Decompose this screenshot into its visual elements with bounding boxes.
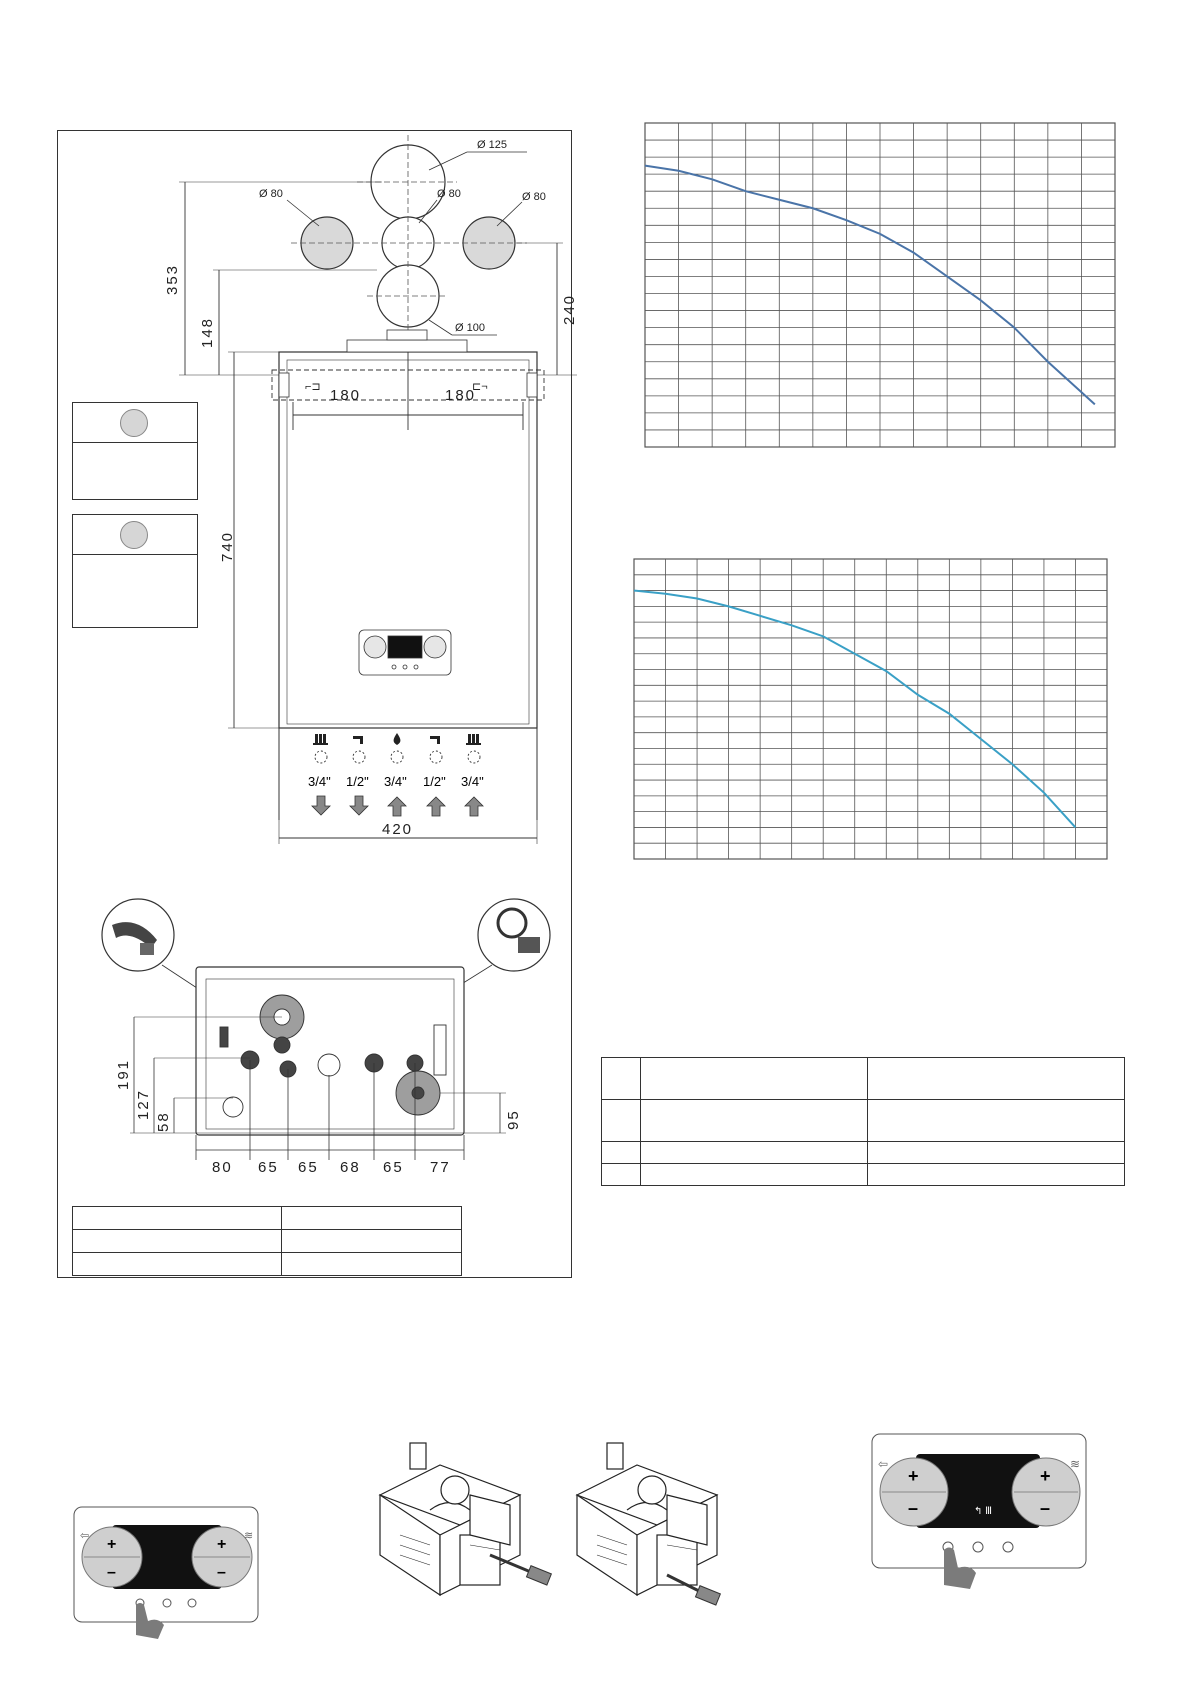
svg-text:⌐⊐: ⌐⊐ bbox=[305, 381, 321, 393]
minus-icon: – bbox=[107, 1564, 116, 1581]
back-icon: ⇦ bbox=[878, 1457, 889, 1471]
arrow-up-icon bbox=[388, 797, 406, 816]
minus-icon: – bbox=[908, 1498, 919, 1518]
minus-icon: – bbox=[1040, 1498, 1051, 1518]
arrow-up-icon bbox=[427, 797, 445, 816]
dim-740: 740 bbox=[219, 530, 236, 562]
connection-size-4: 1/2" bbox=[423, 774, 446, 789]
label-d80-center: Ø 80 bbox=[437, 188, 461, 200]
flame-icon bbox=[394, 733, 401, 745]
dim-180-right: 180 bbox=[445, 387, 477, 404]
dim-420: 420 bbox=[382, 821, 414, 838]
arrow-down-icon bbox=[350, 796, 368, 815]
heat-icon: ≋ bbox=[1070, 1457, 1081, 1471]
pump-curve-chart-1 bbox=[644, 122, 1116, 448]
dim-148: 148 bbox=[199, 316, 216, 348]
dim-95: 95 bbox=[505, 1109, 522, 1130]
plus-icon: + bbox=[107, 1536, 117, 1553]
heat-icon: ≋ bbox=[244, 1530, 254, 1542]
left-spec-table bbox=[72, 1206, 462, 1276]
arrow-up-icon bbox=[465, 797, 483, 816]
flow-arrows bbox=[312, 796, 483, 816]
dim-240: 240 bbox=[561, 293, 578, 325]
plus-icon: + bbox=[1040, 1466, 1051, 1486]
connection-size-1: 3/4" bbox=[308, 774, 331, 789]
minus-icon: – bbox=[217, 1564, 226, 1581]
back-icon: ⇦ bbox=[80, 1530, 90, 1542]
dim-bottom-65a: 65 bbox=[258, 1159, 279, 1176]
svg-text:⊏¬: ⊏¬ bbox=[472, 381, 488, 393]
label-d80-left: Ø 80 bbox=[259, 188, 283, 200]
legend-box-2 bbox=[72, 514, 198, 628]
connection-size-2: 1/2" bbox=[346, 774, 369, 789]
dim-bottom-68: 68 bbox=[340, 1159, 361, 1176]
pump-illustration-1 bbox=[360, 1435, 550, 1625]
boiler-dimension-drawing bbox=[57, 130, 578, 890]
dim-180-left: 180 bbox=[330, 387, 362, 404]
arrow-down-icon bbox=[312, 796, 330, 815]
pump-curve-chart-2 bbox=[633, 558, 1108, 860]
label-d100: Ø 100 bbox=[455, 322, 485, 334]
control-panel-large bbox=[870, 1432, 1092, 1592]
dim-191: 191 bbox=[115, 1058, 132, 1090]
legend-box-1 bbox=[72, 402, 198, 500]
chart-plot-area bbox=[634, 559, 1107, 859]
connection-size-3: 3/4" bbox=[384, 774, 407, 789]
right-spec-table bbox=[601, 1057, 1125, 1186]
dim-bottom-65b: 65 bbox=[298, 1159, 319, 1176]
label-d80-right: Ø 80 bbox=[522, 191, 546, 203]
connection-size-5: 3/4" bbox=[461, 774, 484, 789]
boiler-control-panel bbox=[359, 630, 451, 675]
tap-icon bbox=[353, 736, 363, 744]
radiator-icon bbox=[313, 734, 328, 745]
label-d125: Ø 125 bbox=[477, 139, 507, 151]
radiator-icon bbox=[466, 734, 481, 745]
gray-circle-icon bbox=[120, 521, 148, 549]
dim-bottom-77: 77 bbox=[430, 1159, 451, 1176]
plus-icon: + bbox=[908, 1466, 919, 1486]
plus-icon: + bbox=[217, 1536, 227, 1553]
dim-bottom-80: 80 bbox=[212, 1159, 233, 1176]
boiler-bottom-view bbox=[100, 895, 570, 1195]
dim-353: 353 bbox=[164, 263, 181, 295]
dim-bottom-65c: 65 bbox=[383, 1159, 404, 1176]
dim-127: 127 bbox=[135, 1088, 152, 1120]
gray-circle-icon bbox=[120, 409, 148, 437]
connection-symbols bbox=[315, 751, 480, 763]
display-radiator-icon: ↰ Ⅲ bbox=[974, 1506, 993, 1517]
control-panel-small bbox=[72, 1505, 272, 1630]
tap-icon bbox=[430, 736, 440, 744]
dim-58: 58 bbox=[155, 1111, 172, 1132]
pump-illustration-2 bbox=[557, 1435, 747, 1625]
